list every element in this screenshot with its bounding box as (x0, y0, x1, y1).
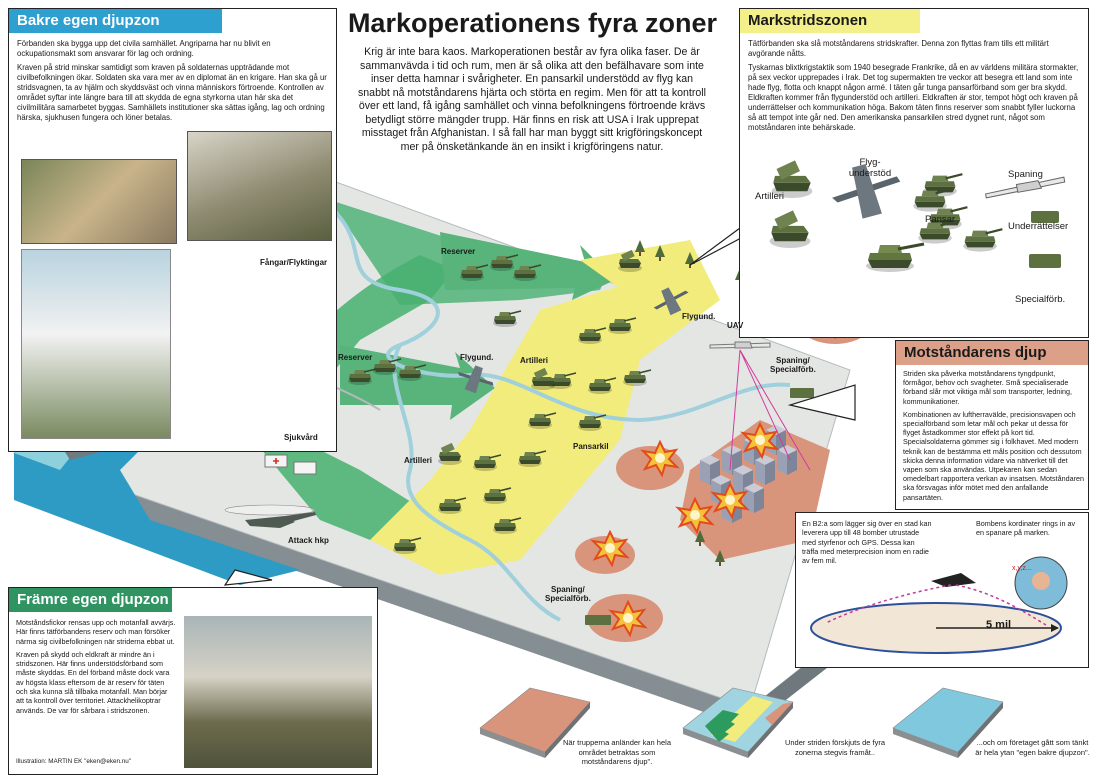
page-title: Markoperationens fyra zoner (347, 8, 718, 38)
map-label-sjukvard: Sjukvård (284, 433, 318, 442)
map-label-artilleri-2: Artilleri (404, 456, 433, 465)
caption-board-2: Under striden förskjuts de fyra zonerna stegvis framåt.. (784, 738, 886, 757)
panel-combat-paragraph: Tätförbanden ska slå motståndarens stridskrafter. Denna zon flyttas fram tills ett militärt avgörande nåtts. (748, 39, 1049, 58)
map-label-fangar: Fångar/Flyktingar (260, 258, 328, 267)
caption-board-3: ...och om företaget gått som tänkt är hela ytan "egen bakre djupzon". (975, 738, 1090, 757)
unit-label-specialforb: Specialförb. (1015, 294, 1066, 305)
panel-combat-paragraph: Tyskarnas blixtkrigstaktik som 1940 besegrade Frankrike, då en av världens militära stormakter, på sex veckor upprepades i Irak. Det tog supermakten tre veckor att besegra ett land som inte hade flyg, flotta och knappt någon armé. I täten går tunga pansarförband som ger bra skydd. Eldkraften kommer från flygunderstöd och artilleri. Eldkraften är stor, tempot högt och kraven på underrättelser och kommunikation höga. Bakom täten finns reserver som snabbt fyller luckorna så att tempot inte går ned. Den amerikanska pansarkilen stred dygnet runt, något som motståndaren inte behärskade. (748, 63, 1079, 132)
panel-enemy-depth (895, 340, 1089, 510)
panel-front-zone (8, 587, 378, 775)
map-label-spaning-2: Spaning/ Specialförb. (545, 585, 591, 603)
map-label-pansarkil: Pansarkil (573, 442, 609, 451)
unit-label-artilleri: Artilleri (755, 191, 785, 202)
progression-board-2 (683, 688, 793, 758)
map-label-artilleri-1: Artilleri (520, 356, 549, 365)
photo-soldiers-civilians (21, 159, 177, 244)
b2-scale: 5 mil (986, 619, 1012, 631)
map-label-reserver-1: Reserver (441, 247, 476, 256)
panel-rear-text (17, 39, 329, 127)
map-label-uav: UAV (727, 321, 744, 330)
unit-label-spaning: Spaning (1008, 169, 1043, 180)
panel-enemy-heading: Motståndarens djup (896, 341, 1088, 365)
photo-hospital-ship (21, 249, 171, 439)
panel-b2-bomber (795, 512, 1089, 668)
unit-label-pansar: Pansar (925, 214, 956, 225)
panel-combat-zone (739, 8, 1089, 338)
panel-front-paragraph: Kraven på skydd och eldkraft är mindre än i stridszonen. Här finns understödsförband som måste skyddas. En del förband måste dock vara av högsta klass eftersom de är reserv för täten och ska kunna slå tillbaka motanfall. Man börjar att ta kontroll över territoriet. Attackhelikoptrar används. De var för sårbara i stridszonen. (16, 649, 170, 715)
panel-front-paragraph: Motståndsfickor rensas upp och motanfall avvärjs. Här finns tätförbandens reserv och man försöker närma sig civilbefolkningen när striderna ebbat ut. (16, 618, 176, 646)
b2-illustration (796, 553, 1090, 669)
unit-label-underrattelser: Underrättelser (1008, 221, 1069, 232)
tank-icon (866, 244, 924, 272)
intro-text: Krig är inte bara kaos. Markoperationen består av fyra olika faser. De är sammanvävda i tid och rum, men är så olika att den befälhavare som inte inser detta hamnar i svårigheter. En pansarkil understödd av flyg kan snabbt nå motståndarens hjärta och störta en regim. Men för att ta kontroll över ett land, få igång samhället och vinna befolkningens förtroende krävs betydligt större mängder trupp. Här finns en risk att USA i Irak upprepat misstaget från Afghanistan. I så fall har man byggt sitt krigföringskoncept mer på önsketänkande än en insikt i krigföringens natur. (357, 46, 706, 153)
panel-rear-heading: Bakre egen djupzon (9, 9, 222, 33)
photo-armored-vehicle (187, 131, 332, 241)
tank-icon (963, 229, 1002, 251)
panel-combat-heading: Markstridszonen (740, 9, 920, 33)
map-label-attack-hkp: Attack hkp (288, 536, 329, 545)
b2-bomber-icon (931, 573, 976, 587)
panel-front-text (16, 618, 176, 719)
map-label-flygund-1: Flygund. (682, 312, 716, 321)
panel-enemy-text (903, 369, 1085, 506)
b2-text-right: Bombens kordinater rings in av en spanare på marken. (976, 519, 1076, 538)
panel-rear-zone (8, 8, 337, 452)
artillery-icon (770, 210, 811, 248)
panel-enemy-paragraph: Striden ska påverka motståndarens tyngdpunkt, förmågor, behov och svagheter. Små specialiserade förband slår mot viktiga mål som transporter, ledning, kommunikationer. (903, 369, 1072, 406)
unit-legend (740, 159, 1090, 339)
panel-rear-paragraph: Förbanden ska bygga upp det civila samhället. Angriparna har nu blivit en ockupationsmakt som ansvarar för lag och ordning. (17, 39, 271, 58)
truck-icon (1029, 254, 1061, 268)
panel-rear-paragraph: Kraven på strid minskar samtidigt som kraven på soldaternas uppträdande mot civilbefolkningen ökar. Soldaten ska vara mer av en diplomat än en krigare. Han ska gå ur stridsvagnen, ta av hjälm och skyddsväst och vinna människors förtroende. Kontrollen av området syftar inte längre bara till att skydda de egna styrkorna utan här ska det civilmilitära samarbetet byggas. Samhällets institutioner ska sättas igång, lag och ordning härska, sjukhusen fungera och löner betalas. (17, 63, 327, 122)
panel-front-heading: Främre egen djupzon (9, 588, 172, 612)
illustration-credit: Illustration: MARTIN EK "eken@eken.nu" (16, 758, 132, 765)
map-label-spaning-1: Spaning/ Specialförb. (770, 356, 816, 374)
panel-enemy-paragraph: Kombinationen av luftherravälde, precisionsvapen och specialförband som letar mål och pekar ut dessa för flyget åstadkommer stor effekt på kort tid. Specialsoldaterna gömmer sig i folkhavet. Med modern teknik kan de bestämma ett måls position och dessutom skicka denna information vidare via nätverket till det vapen som ska användas. Utpekaren kan sedan omedelbart rapportera verkan av insatsen. Motståndaren ska försvagas inför mötet med den anfallande pansartäten. (903, 409, 1084, 502)
b2-speech: x,y,z... (1012, 565, 1032, 572)
panel-combat-text (748, 39, 1082, 137)
photo-prisoners (184, 616, 372, 768)
map-label-flygund-2: Flygund. (460, 353, 494, 362)
b2-text-left: En B2:a som lägger sig över en stad kan leverera upp till 48 bomber utrustade med styrfenor och GPS. Dessa kan träffa med meterprecision inom en radie av fem mil. (802, 519, 932, 566)
caption-board-1: När trupperna anländer kan hela området betraktas som motståndarens djup". (563, 738, 671, 766)
unit-label-flygunderstod: Flyg- understöd (848, 157, 892, 179)
map-label-reserver-2: Reserver (338, 353, 373, 362)
